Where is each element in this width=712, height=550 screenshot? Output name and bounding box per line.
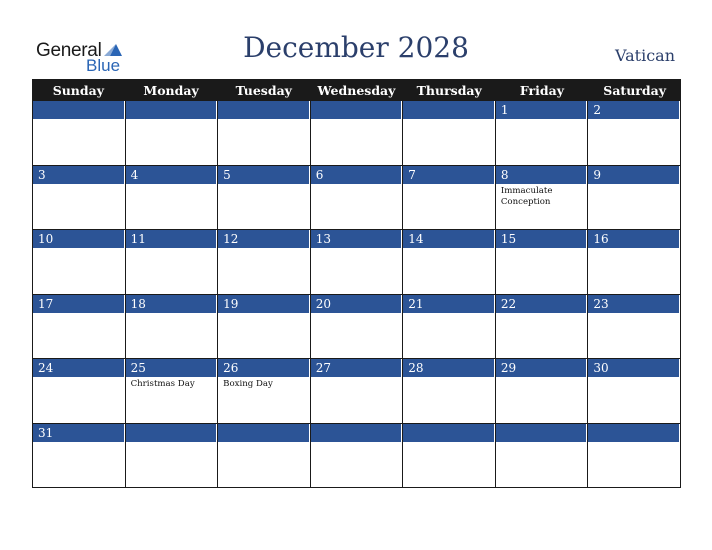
calendar-weeks (32, 101, 681, 488)
day-cell[interactable] (588, 166, 681, 231)
day-header-band (496, 424, 588, 442)
day-cell[interactable] (311, 101, 404, 166)
day-number: 24 (38, 361, 54, 375)
day-number: 10 (38, 232, 54, 246)
day-cell[interactable] (496, 101, 589, 166)
weekday-wednesday: Wednesday (317, 83, 396, 98)
day-cell[interactable] (588, 424, 681, 489)
day-cell[interactable] (33, 230, 126, 295)
day-number: 12 (223, 232, 239, 246)
page-title: December 2028 (243, 31, 469, 64)
day-header-band (311, 166, 403, 184)
day-cell[interactable] (33, 295, 126, 360)
day-number: 2 (593, 103, 602, 117)
day-cell[interactable] (311, 166, 404, 231)
day-number: 9 (593, 167, 602, 182)
day-header-band (496, 101, 588, 119)
weekday-saturday: Saturday (603, 83, 666, 98)
day-number: 7 (408, 167, 416, 182)
day-number: 22 (500, 296, 517, 311)
day-cell[interactable] (126, 230, 219, 295)
day-cell[interactable] (496, 166, 589, 231)
day-cell[interactable] (311, 424, 404, 489)
day-cell[interactable] (496, 424, 589, 489)
day-cell[interactable] (403, 359, 496, 424)
day-number: 26 (223, 361, 239, 375)
day-cell[interactable] (496, 359, 589, 424)
day-number: 13 (315, 232, 331, 246)
day-cell[interactable] (403, 295, 496, 360)
day-header-band (33, 101, 125, 119)
day-number: 6 (315, 167, 324, 182)
day-cell[interactable] (126, 166, 219, 231)
day-cell[interactable] (403, 230, 496, 295)
logo-general-text: General (36, 40, 102, 61)
day-number: 8 (500, 167, 509, 182)
day-header-band (126, 101, 218, 119)
day-cell[interactable] (218, 295, 311, 360)
day-cell[interactable] (588, 295, 681, 360)
day-header-band (588, 166, 680, 184)
day-cell[interactable] (588, 359, 681, 424)
calendar-week-row (32, 101, 681, 166)
day-cell[interactable] (218, 230, 311, 295)
day-header-band (403, 101, 495, 119)
day-number: 25 (130, 361, 146, 375)
weekday-sunday: Sunday (52, 83, 104, 98)
day-cell[interactable] (218, 359, 311, 424)
day-cell[interactable] (218, 166, 311, 231)
day-header-band (126, 424, 218, 442)
day-header-band (311, 424, 403, 442)
day-cell[interactable] (126, 359, 219, 424)
weekday-header (32, 79, 681, 101)
day-cell[interactable] (311, 230, 404, 295)
day-number: 17 (38, 296, 54, 311)
weekday-monday: Monday (143, 83, 199, 98)
day-cell[interactable] (33, 424, 126, 489)
day-number: 27 (315, 361, 331, 375)
holiday-label: Christmas Day (130, 379, 195, 389)
calendar-week-row (32, 166, 681, 231)
calendar-week-row (32, 359, 681, 424)
day-cell[interactable] (218, 424, 311, 489)
day-cell[interactable] (311, 295, 404, 360)
day-header-band (403, 166, 495, 184)
weekday-friday: Friday (519, 83, 564, 98)
weekday-thursday: Thursday (416, 83, 482, 98)
day-cell[interactable] (33, 166, 126, 231)
day-number: 31 (38, 425, 54, 440)
day-header-band (218, 166, 310, 184)
day-number: 29 (500, 361, 517, 375)
day-header-band (218, 101, 310, 119)
day-cell[interactable] (588, 230, 681, 295)
calendar-grid (32, 79, 681, 488)
day-number: 14 (408, 232, 424, 246)
day-number: 30 (593, 361, 609, 375)
day-cell[interactable] (403, 166, 496, 231)
calendar-week-row (32, 295, 681, 360)
day-header-band (311, 101, 403, 119)
day-cell[interactable] (33, 101, 126, 166)
day-header-band (33, 166, 125, 184)
day-number: 28 (408, 361, 424, 375)
day-number: 18 (130, 296, 146, 311)
day-number: 11 (130, 232, 146, 246)
day-cell[interactable] (403, 101, 496, 166)
weekday-tuesday: Tuesday (235, 83, 292, 98)
day-cell[interactable] (496, 230, 589, 295)
day-number: 1 (500, 103, 509, 117)
day-cell[interactable] (126, 295, 219, 360)
day-header-band (403, 424, 495, 442)
day-number: 20 (315, 296, 331, 311)
day-cell[interactable] (126, 424, 219, 489)
day-header-band (496, 166, 588, 184)
day-header-band (588, 424, 680, 442)
day-number: 21 (408, 296, 424, 311)
logo-blue-text: Blue (86, 56, 121, 75)
day-number: 19 (223, 296, 239, 311)
day-number: 3 (38, 167, 46, 182)
holiday-label: Boxing Day (223, 379, 273, 389)
day-number: 5 (223, 167, 231, 182)
calendar-week-row (32, 230, 681, 295)
day-number: 15 (500, 232, 517, 246)
day-cell[interactable] (588, 101, 681, 166)
day-cell[interactable] (496, 295, 589, 360)
day-cell[interactable] (126, 101, 219, 166)
day-number: 23 (593, 296, 609, 311)
day-cell[interactable] (403, 424, 496, 489)
day-header-band (588, 101, 680, 119)
day-header-band (126, 166, 218, 184)
day-cell[interactable] (33, 359, 126, 424)
day-number: 4 (130, 167, 139, 182)
day-cell[interactable] (311, 359, 404, 424)
day-cell[interactable] (218, 101, 311, 166)
day-number: 16 (593, 232, 609, 246)
country-label: Vatican (615, 46, 675, 65)
holiday-label: Immaculate Conception (500, 185, 553, 207)
day-header-band (218, 424, 310, 442)
calendar-week-row (32, 424, 681, 489)
